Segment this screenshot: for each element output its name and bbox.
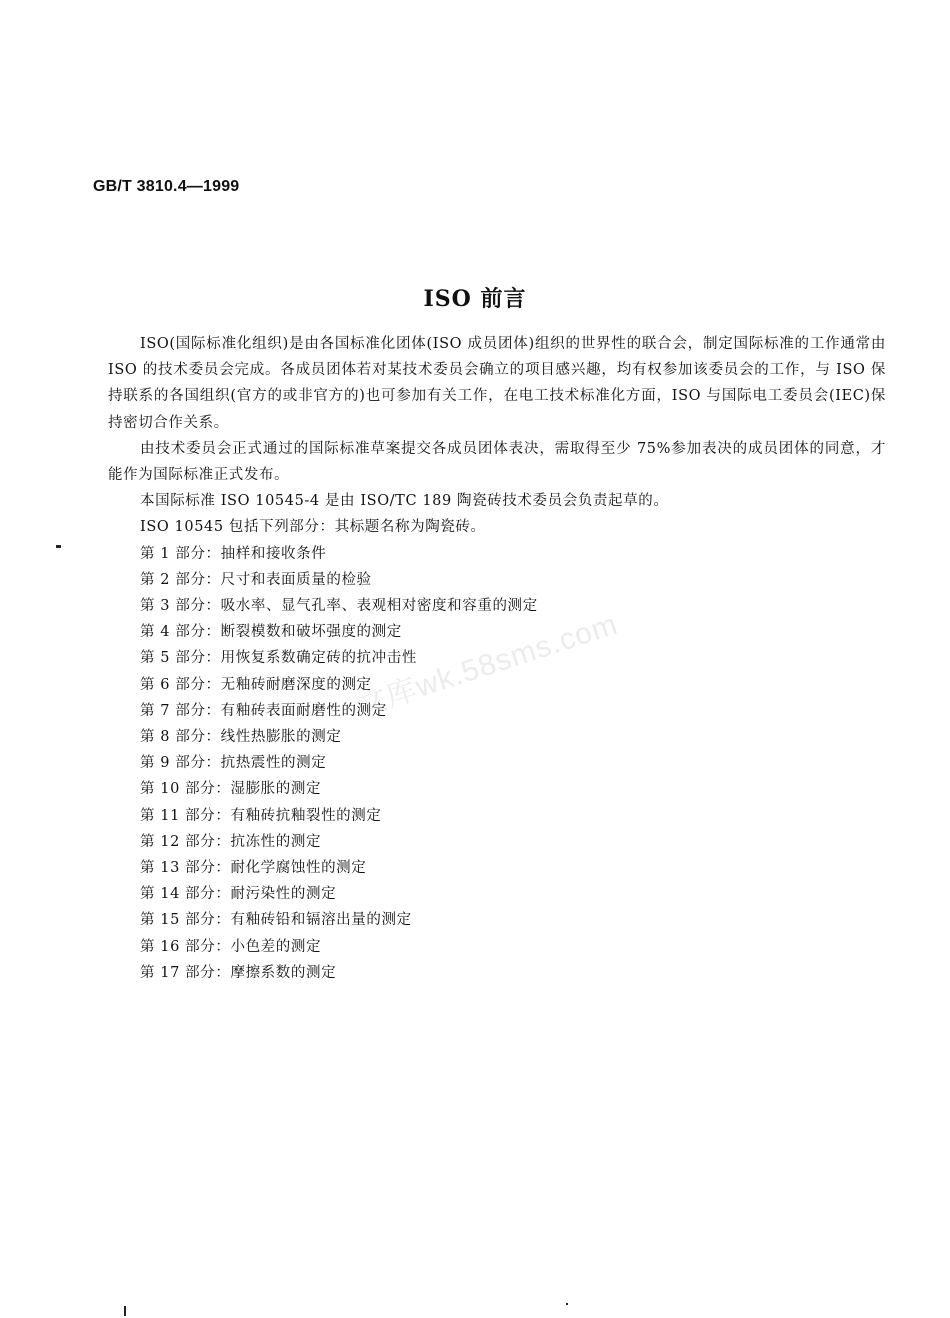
list-item: 第 8 部分：线性热膨胀的测定: [140, 729, 342, 746]
parts-list: [108, 541, 886, 986]
list-item: 第 1 部分：抽样和接收条件: [140, 545, 327, 562]
list-item: 第 6 部分：无釉砖耐磨深度的测定: [140, 676, 372, 693]
watermark: 文库wk.58sms.com: [352, 607, 622, 724]
paragraph-parts-intro: ISO 10545 包括下列部分：其标题名称为陶瓷砖。: [140, 519, 486, 536]
list-item: 第 14 部分：耐污染性的测定: [140, 886, 337, 903]
list-item: 第 7 部分：有釉砖表面耐磨性的测定: [140, 702, 387, 719]
page-title: ISO 前言: [423, 286, 527, 312]
list-item: 第 12 部分：抗冻性的测定: [140, 833, 322, 850]
list-item: 第 4 部分：断裂模数和破坏强度的测定: [140, 624, 402, 641]
list-item: 第 13 部分：耐化学腐蚀性的测定: [140, 860, 367, 877]
paragraph-iso-intro: ISO(国际标准化组织)是由各国标准化团体(ISO 成员团体)组织的世界性的联合会，制定国际标准的工作通常由 ISO 的技术委员会完成。各成员团体若对某技术委员会确立的项目感兴趣，均有权参加该委员会的工作，与 ISO 保持联系的各国组织(官方的或非官方的)也可参加有关工作，在电工技术标准化方面，ISO 与国际电工委员会(IEC)保持密切合作关系。: [108, 336, 886, 431]
list-item: 第 15 部分：有釉砖铅和镉溶出量的测定: [140, 912, 412, 929]
paragraph-voting: 由技术委员会正式通过的国际标准草案提交各成员团体表决，需取得至少 75%参加表决的成员团体的同意，才能作为国际标准正式发布。: [108, 440, 886, 484]
list-item: 第 3 部分：吸水率、显气孔率、表观相对密度和容重的测定: [140, 598, 538, 615]
standard-code: GB/T 3810.4—1999: [93, 178, 240, 195]
list-item: 第 17 部分：摩擦系数的测定: [140, 964, 337, 981]
list-item: 第 16 部分：小色差的测定: [140, 938, 322, 955]
paragraph-drafting: 本国际标准 ISO 10545-4 是由 ISO/TC 189 陶瓷砖技术委员会负责起草的。: [140, 493, 669, 510]
list-item: 第 5 部分：用恢复系数确定砖的抗冲击性: [140, 650, 417, 667]
scan-speck: [566, 1303, 568, 1305]
list-item: 第 9 部分：抗热震性的测定: [140, 755, 327, 772]
scan-speck: [56, 545, 61, 548]
scan-speck: [124, 1306, 126, 1316]
list-item: 第 11 部分：有釉砖抗釉裂性的测定: [140, 807, 382, 824]
list-item: 第 10 部分：湿膨胀的测定: [140, 781, 322, 798]
list-item: 第 2 部分：尺寸和表面质量的检验: [140, 571, 372, 588]
